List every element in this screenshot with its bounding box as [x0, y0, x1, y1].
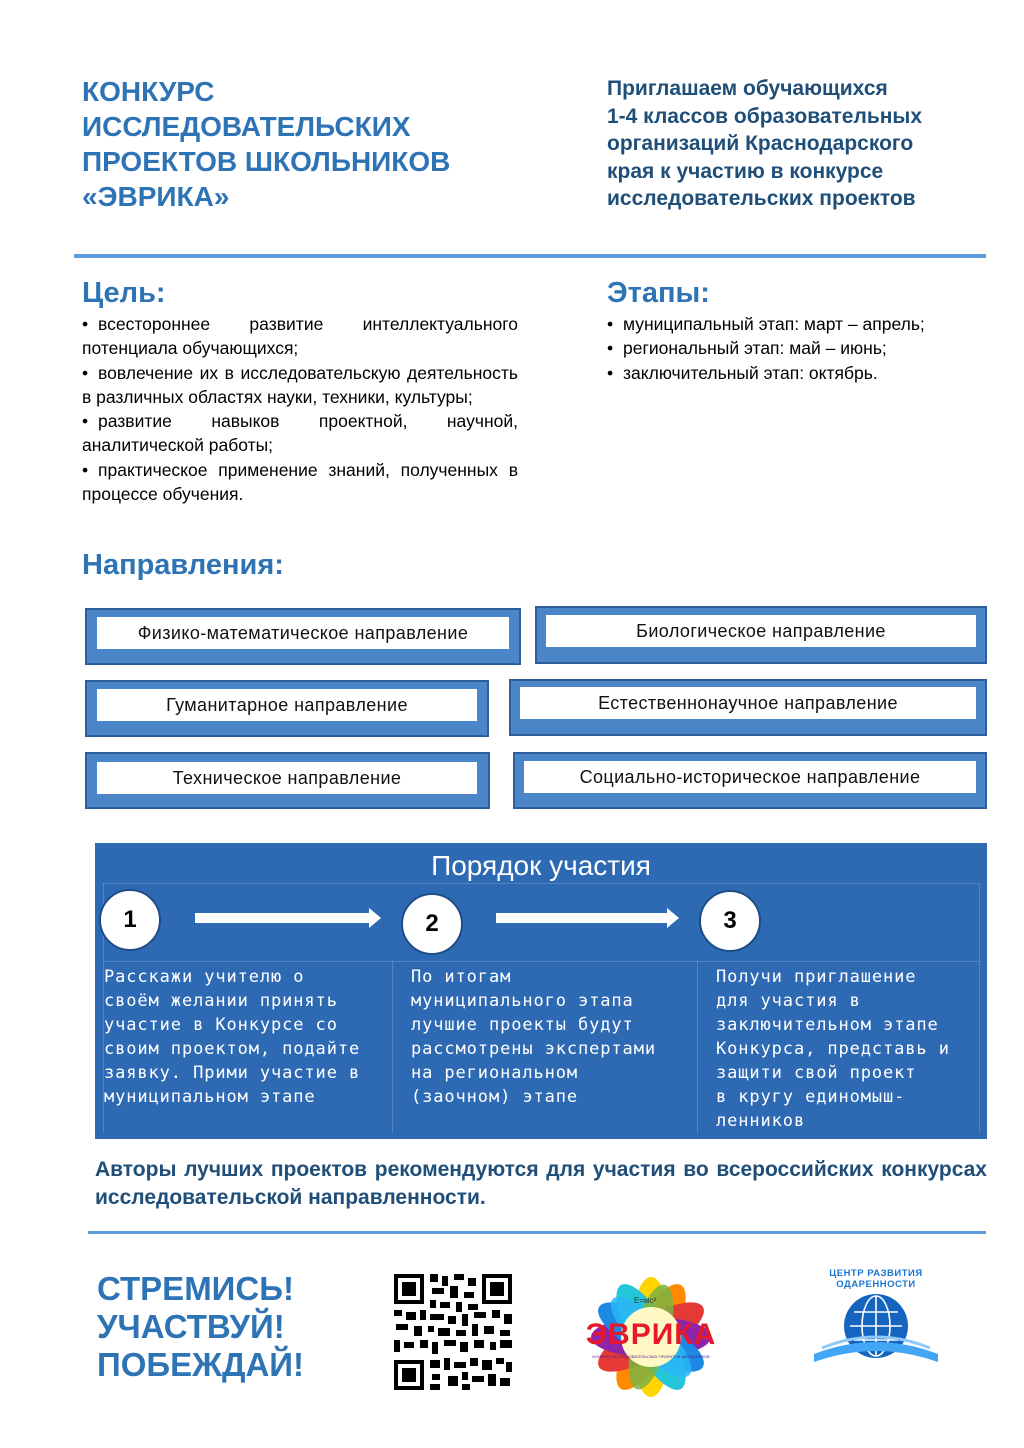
direction-label: Техническое направление	[97, 762, 477, 794]
invite-line: Приглашаем обучающихся	[607, 77, 888, 100]
step-1-circle: 1	[99, 889, 161, 951]
direction-label: Социально-историческое направление	[524, 761, 976, 793]
invite-line: края к участию в конкурсе	[607, 159, 884, 183]
bottom-divider	[88, 1231, 986, 1234]
bullet-icon: •	[82, 314, 89, 334]
step-3-circle: 3	[699, 890, 761, 952]
center-logo-text: ЦЕНТР РАЗВИТИЯ ОДАРЕННОСТИ	[829, 1268, 923, 1290]
goal-list	[82, 312, 518, 506]
goal-heading: Цель:	[82, 277, 166, 309]
slogan	[97, 1270, 357, 1384]
list-item: • развитие навыков проектной, научной, аналитической работы;	[82, 411, 518, 456]
list-item: • практическое применение знаний, полученных в процессе обучения.	[82, 459, 518, 505]
step-3-text: Получи приглашение для участия в заключительном этапе Конкурса, представь и защити свой проект в кругу единомыш- ленников	[716, 967, 950, 1131]
procedure-title: Порядок участия	[431, 850, 651, 881]
qr-code-icon[interactable]	[392, 1272, 514, 1392]
eureka-logo-small: Е=мс²	[634, 1296, 657, 1305]
bullet-icon: •	[607, 362, 614, 383]
direction-box-technical	[85, 752, 490, 809]
arrow-right-icon	[195, 913, 370, 923]
direction-label: Физико-математическое направление	[97, 617, 509, 649]
list-item: • заключительный этап: октябрь.	[607, 361, 1007, 385]
arrow-right-icon	[496, 913, 668, 923]
step-1-text: Расскажи учителю о своём желании принять участие в Конкурсе со своим проектом, подайте заявку. Прими участие в муниципальном этапе	[104, 967, 361, 1107]
eureka-logo-caption: КОНКУРС ИССЛЕДОВАТЕЛЬСКИХ ПРОЕКТОВ ШКОЛЬНИКОВ	[592, 1354, 710, 1359]
bullet-icon: •	[607, 314, 614, 334]
slogan-line: СТРЕМИСЬ!	[97, 1270, 294, 1307]
participation-procedure-panel	[95, 843, 987, 1139]
direction-label: Естественнонаучное направление	[520, 687, 976, 719]
bullet-icon: •	[82, 411, 89, 432]
step-2-circle: 2	[401, 893, 463, 955]
slogan-line: ПОБЕЖДАЙ!	[97, 1346, 304, 1383]
direction-box-natural-science	[509, 679, 987, 736]
title-line: ИССЛЕДОВАТЕЛЬСКИХ	[82, 111, 411, 142]
list-item: • муниципальный этап: март – апрель;	[607, 312, 1007, 336]
list-item: • всестороннее развитие интеллектуального потенциала обучающихся;	[82, 314, 518, 359]
direction-box-humanities	[85, 680, 489, 737]
stages-heading: Этапы:	[607, 277, 710, 309]
best-projects-note: Авторы лучших проектов рекомендуются для участия во всероссийских конкурсах исследовательской направленности.	[95, 1158, 987, 1209]
bullet-icon: •	[607, 338, 614, 359]
invite-line: исследовательских проектов	[607, 187, 916, 210]
direction-box-physmath	[85, 608, 521, 665]
step-2-text: По итогам муниципального этапа лучшие проекты будут рассмотрены экспертами на региональном (заочном) этапе	[411, 967, 656, 1107]
direction-label: Биологическое направление	[546, 615, 976, 647]
bullet-icon: •	[82, 459, 89, 480]
list-item: • вовлечение их в исследовательскую деятельность в различных областях науки, техники, культуры;	[82, 362, 518, 407]
title-line: КОНКУРС	[82, 76, 215, 107]
title-line: ПРОЕКТОВ ШКОЛЬНИКОВ	[82, 146, 451, 177]
direction-box-social-history	[513, 752, 987, 809]
eureka-logo	[572, 1258, 730, 1416]
directions-heading: Направления:	[82, 549, 284, 581]
bullet-icon: •	[82, 362, 89, 383]
center-logo	[798, 1268, 954, 1368]
eureka-logo-text: ЭВРИКА	[585, 1318, 717, 1351]
invitation-text	[607, 75, 1002, 213]
direction-label: Гуманитарное направление	[97, 689, 477, 721]
top-divider	[74, 254, 986, 258]
title-line: «ЭВРИКА»	[82, 181, 230, 212]
direction-box-biology	[535, 606, 987, 664]
stages-list	[607, 312, 1007, 385]
list-item: • региональный этап: май – июнь;	[607, 336, 1007, 360]
invite-line: организаций Краснодарского	[607, 132, 914, 155]
slogan-line: УЧАСТВУЙ!	[97, 1308, 285, 1345]
contest-title	[82, 74, 552, 214]
invite-line: 1-4 классов образовательных	[607, 104, 923, 128]
